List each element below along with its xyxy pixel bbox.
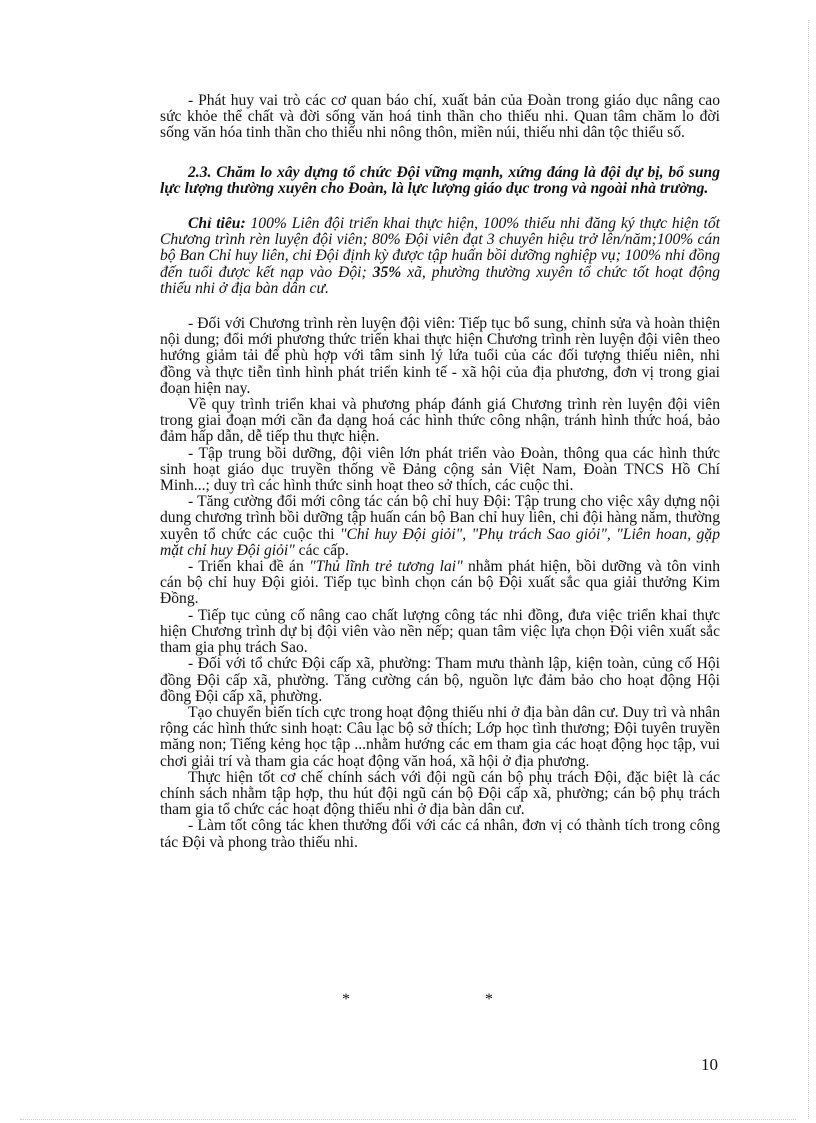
target-label: Chỉ tiêu: xyxy=(188,215,246,233)
separator-star-right: * xyxy=(485,991,493,1008)
page-right-dotted-border xyxy=(808,20,809,1119)
paragraph-fostering: - Tập trung bồi dưỡng, đội viên lớn phát triển vào Đoàn, thông qua các hình thức sinh hoạt giáo dục truyền thống về Đảng cộng sản Việt Nam, Đoàn TNCS Hồ Chí Minh...; duy trì các hình thức sinh hoạt theo sở thích, các cuộc thi. xyxy=(160,444,720,495)
section-heading-2-3: 2.3. Chăm lo xây dựng tổ chức Đội vững mạnh, xứng đáng là đội dự bị, bổ sung lực lượng thường xuyên cho Đoàn, là lực lượng giáo dục trong và ngoài nhà trường. xyxy=(160,163,720,197)
target-bold-percent: 35% xyxy=(366,263,402,281)
paragraph-press-role: - Phát huy vai trò các cơ quan báo chí, xuất bản của Đoàn trong giáo dục nâng cao sức khỏe thể chất và đời sống văn hoá tinh thần cho thiếu nhi. Quan tâm chăm lo đời sống văn hóa tinh thần cho thiếu nhi nông thôn, miền núi, thiếu nhi dân tộc thiểu số. xyxy=(160,92,720,142)
paragraph-children-work: - Tiếp tục củng cố nâng cao chất lượng công tác nhi đồng, đưa việc triển khai thực hiện Chương trình dự bị đội viên vào nền nếp; quan tâm việc lựa chọn Đội viên xuất sắc tham gia phụ trách Sao. xyxy=(160,606,720,657)
target-text: 100% Liên đội triển khai thực hiện, 100% thiếu nhi đăng ký thực hiện tốt Chương trình rèn luyện đội viên; 80% Đội viên đạt 3 chuyên hiệu trở lên/năm;100% cán bộ Ban Chỉ huy liên, chi Đội định kỳ được tập huấn bồi dưỡng nghiệp vụ; 100% nhi đồng đến tuổi được kết nạp vào Đội; xyxy=(160,215,720,281)
target-text-end: xã, phường thường xuyên tổ chức tốt hoạt động thiếu nhi ở địa bàn dân cư. xyxy=(160,263,721,297)
p5-text-end: các cấp. xyxy=(294,541,349,559)
p5-contest-names: "Chỉ huy Đội giỏi", "Phụ trách Sao giỏi", "Liên hoan, gặp mặt chỉ huy Đội giỏi" xyxy=(160,525,720,559)
paragraph-future-leader xyxy=(160,559,720,608)
p6-project-name: "Thủ lĩnh trẻ tương lai" xyxy=(309,558,463,576)
p6-text: - Triển khai đề án xyxy=(188,558,310,576)
document-body xyxy=(160,93,720,851)
paragraph-residential-activities: Tạo chuyển biến tích cực trong hoạt động thiếu nhi ở địa bàn dân cư. Duy trì và nhân rộng các hình thức sinh hoạt: Câu lạc bộ sở thích; Lớp học tình thương; Đội tuyên truyền măng non; Tiếng kẻng học tập ...nhằm hướng các em tham gia các hoạt động học tập, vui chơi giải trí và tham gia các hoạt động văn hoá, xã hội ở địa phương. xyxy=(160,703,720,770)
paragraph-cadre-innovation xyxy=(160,494,720,559)
page-number: 10 xyxy=(701,1055,718,1074)
p5-text: - Tăng cường đổi mới công tác cán bộ chỉ huy Đội: Tập trung cho việc xây dựng nội dung chương trình bồi dưỡng tập huấn cán bộ Ban chỉ huy liên, chi đội hàng năm, thường xuyên tổ chức các cuộc thi xyxy=(160,493,720,543)
paragraph-evaluation: Về quy trình triển khai và phương pháp đánh giá Chương trình rèn luyện đội viên trong giai đoạn mới cần đa dạng hoá các hình thức công nhận, tránh hình thức hoá, bảo đảm hấp dẫn, dễ tiếp thu thực hiện. xyxy=(160,396,720,446)
separator-star-left: * xyxy=(342,991,350,1008)
paragraph-commune-organization: - Đối với tổ chức Đội cấp xã, phường: Tham mưu thành lập, kiện toàn, củng cố Hội đồng Đội cấp xã, phường. Tăng cường cán bộ, nguồn lực đảm bảo cho hoạt động Hội đồng Đội cấp xã, phường. xyxy=(160,655,720,705)
p6-text-end: nhằm phát hiện, bồi dưỡng và tôn vinh cán bộ chỉ huy Đội giỏi. Tiếp tục bình chọn cán bộ Đội xuất sắc qua giải thưởng Kim Đồng. xyxy=(160,558,720,608)
paragraph-policy: Thực hiện tốt cơ chế chính sách với đội ngũ cán bộ phụ trách Đội, đặc biệt là các chính sách nhằm tập hợp, thu hút đội ngũ cán bộ Đội cấp xã, phường; cán bộ phụ trách tham gia tổ chức các hoạt động thiếu nhi ở địa bàn dân cư. xyxy=(160,768,720,819)
paragraph-training-program: - Đối với Chương trình rèn luyện đội viên: Tiếp tục bổ sung, chỉnh sửa và hoàn thiện nội dung; đổi mới phương thức triển khai thực hiện Chương trình rèn luyện đội viên theo hướng giảm tải để phù hợp với tâm sinh lý lứa tuổi của các đối tượng thiếu niên, nhi đồng và thực tiễn tình hình phát triển kinh tế - xã hội của địa phương, đơn vị trong giai đoạn hiện nay. xyxy=(160,315,720,397)
paragraph-rewards: - Làm tốt công tác khen thưởng đối với các cá nhân, đơn vị có thành tích trong công tác Đội và phong trào thiếu nhi. xyxy=(160,817,720,851)
target-paragraph xyxy=(160,216,720,297)
page-bottom-dotted-border xyxy=(20,1119,796,1120)
